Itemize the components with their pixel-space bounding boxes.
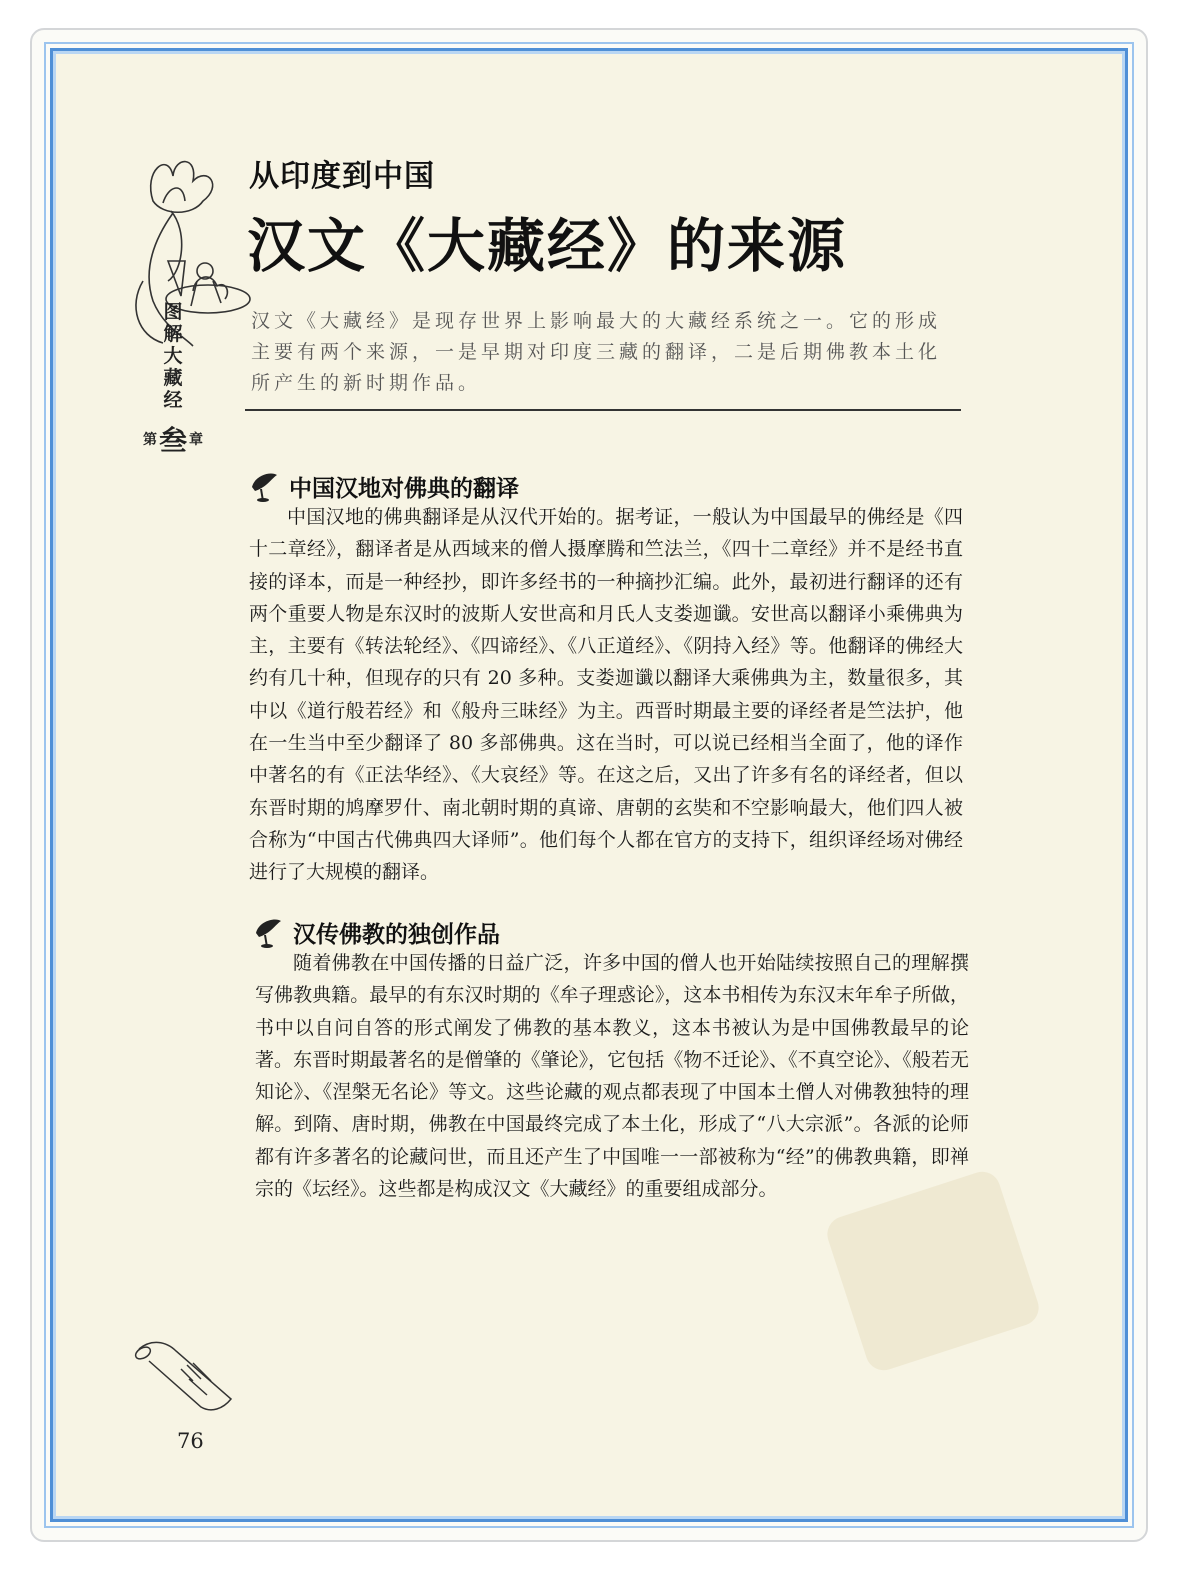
page-title: 汉文《大藏经》的来源	[247, 212, 848, 280]
chapter-prefix: 第	[142, 432, 157, 448]
divider-line	[245, 409, 961, 411]
leaf-bullet-icon	[249, 469, 279, 503]
lotus-figure-icon	[113, 131, 253, 361]
section-heading	[249, 469, 519, 503]
section-body: 中国汉地的佛典翻译是从汉代开始的。据考证，一般认为中国最早的佛经是《四十二章经》，翻译者是从西域来的僧人摄摩腾和竺法兰，《四十二章经》并不是经书直接的译本，而是一种经抄，即许多经书的一种摘抄汇编。此外，最初进行翻译的还有两个重要人物是东汉时的波斯人安世高和月氏人支娄迦谶。安世高以翻译小乘佛典为主，主要有《转法轮经》、《四谛经》、《八正道经》、《阴持入经》等。他翻译的佛经大约有几十种，但现存的只有 20 多种。支娄迦谶以翻译大乘佛典为主，数量很多，其中以《道行般若经》和《般舟三昧经》为主。西晋时期最主要的译经者是竺法护，他在一生当中至少翻译了 80 多部佛典。这在当时，可以说已经相当全面了，他的译作中著名的有《正法华经》、《大哀经》等。在这之后，又出了许多有名的译经者，但以东晋时期的鸠摩罗什、南北朝时期的真谛、唐朝的玄奘和不空影响最大，他们四人被合称为“中国古代佛典四大译师”。他们每个人都在官方的支持下，组织译经场对佛经进行了大规模的翻译。	[249, 506, 963, 884]
vertical-book-title: 图解大藏经	[163, 301, 183, 411]
scroll-icon	[131, 1329, 241, 1419]
section-heading	[253, 915, 500, 949]
page-number: 76	[177, 1429, 204, 1453]
section-heading-text: 汉传佛教的独创作品	[293, 921, 500, 948]
chapter-suffix: 章	[189, 432, 203, 448]
section-body: 随着佛教在中国传播的日益广泛，许多中国的僧人也开始陆续按照自己的理解撰写佛教典籍。最早的有东汉时期的《牟子理惑论》，这本书相传为东汉末年牟子所做，书中以自问自答的形式阐发了佛教的基本教义，这本书被认为是中国佛教最早的论著。东晋时期最著名的是僧肇的《肇论》，它包括《物不迁论》、《不真空论》、《般若无知论》、《涅槃无名论》等文。这些论藏的观点都表现了中国本土僧人对佛教独特的理解。到隋、唐时期，佛教在中国最终完成了本土化，形成了“八大宗派”。各派的论师都有许多著名的论藏问世，而且还产生了中国唯一一部被称为“经”的佛教典籍，即禅宗的《坛经》。这些都是构成汉文《大藏经》的重要组成部分。	[255, 952, 969, 1201]
chapter-label	[138, 419, 208, 459]
leaf-bullet-icon	[253, 915, 283, 949]
intro-paragraph: 汉文《大藏经》是现存世界上影响最大的大藏经系统之一。它的形成主要有两个来源，一是早期对印度三藏的翻译，二是后期佛教本土化所产生的新时期作品。	[251, 310, 942, 394]
page-kicker: 从印度到中国	[249, 159, 435, 194]
chapter-number: 叁	[158, 424, 187, 457]
watermark-stamp-icon	[813, 1171, 1053, 1371]
book-page	[50, 48, 1128, 1522]
section-heading-text: 中国汉地对佛典的翻译	[289, 475, 519, 502]
